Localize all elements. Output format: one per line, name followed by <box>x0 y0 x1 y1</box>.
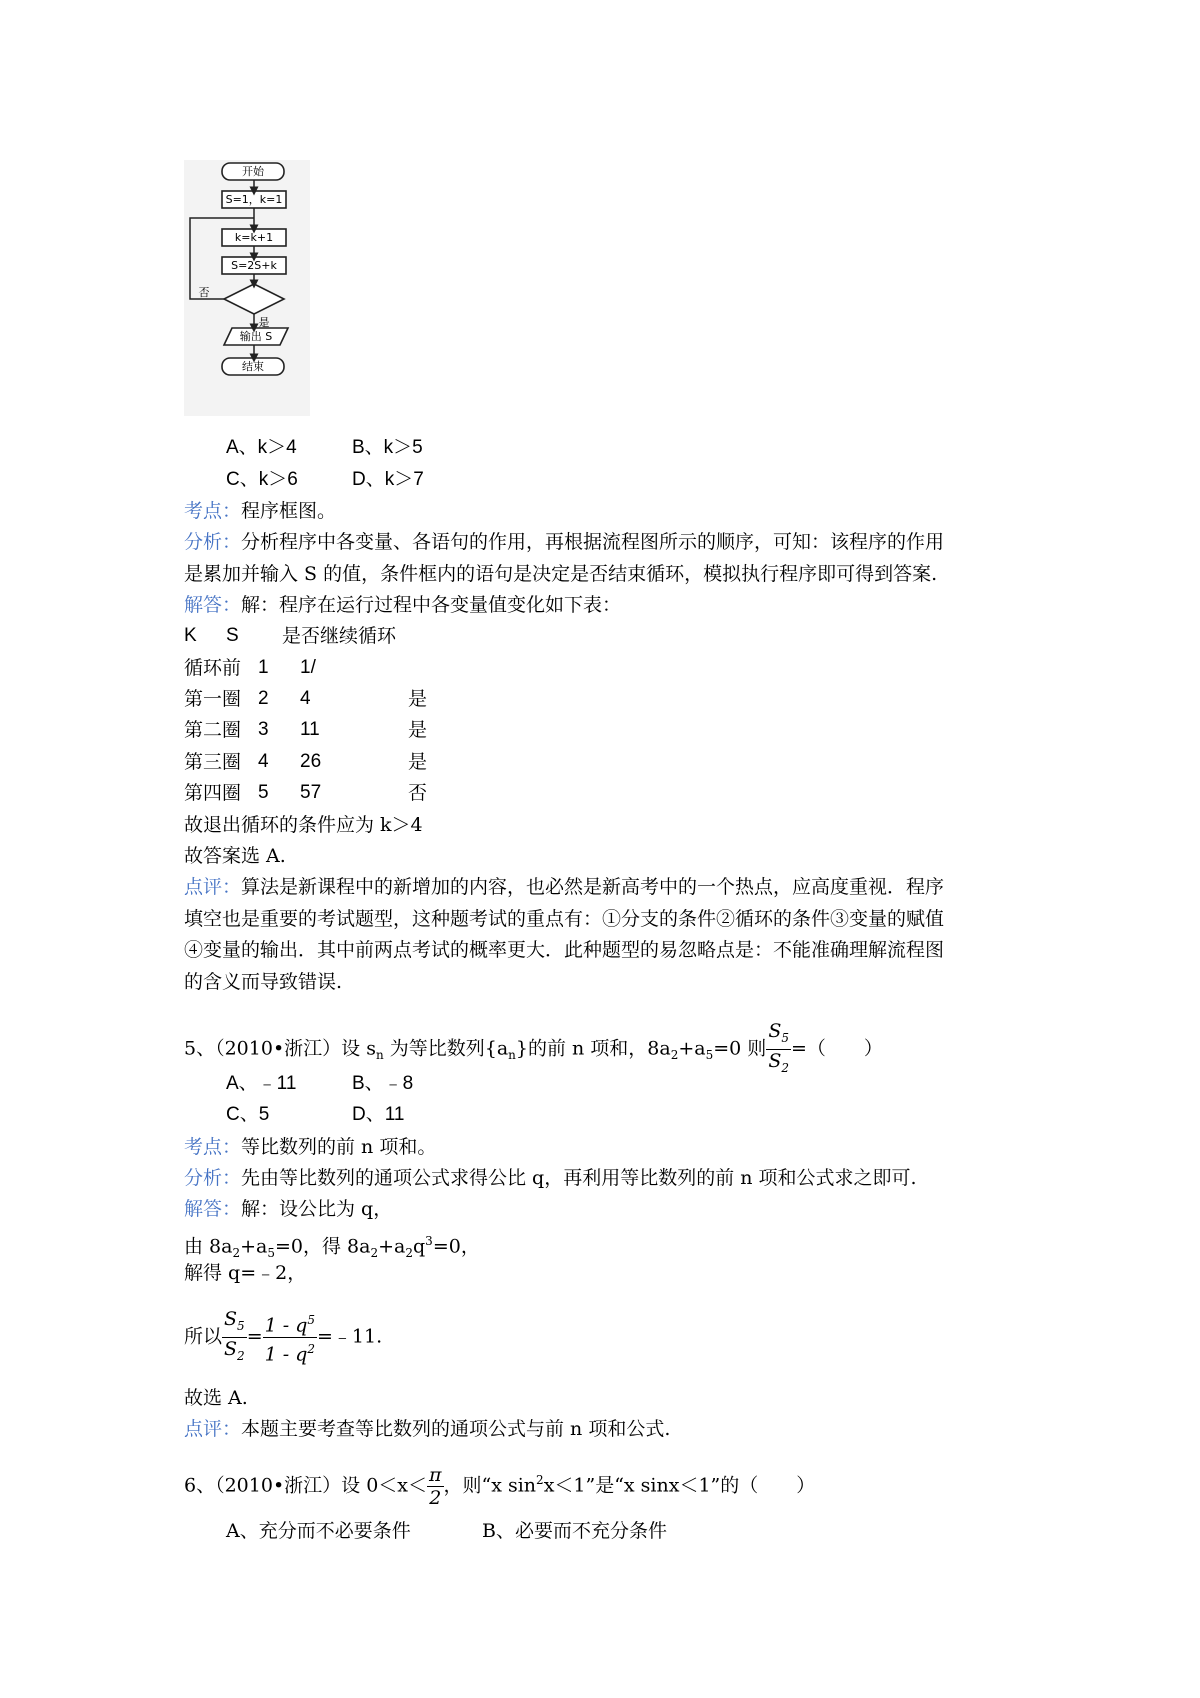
table-row-k: 4 <box>258 751 269 772</box>
q5-result-frac-2 <box>263 1309 317 1365</box>
flow-yes-text: 是 <box>258 316 270 329</box>
q6-option-a: A、充分而不必要条件 <box>226 1520 411 1542</box>
q5-result-frac-1 <box>222 1308 247 1367</box>
q6-prefix: 6、（2010•浙江）设 0＜x＜ <box>184 1474 427 1497</box>
q5-option-a: A、﹣11 <box>226 1073 297 1094</box>
q4-option-c: C、k＞6 <box>226 469 298 490</box>
q5-fenxi <box>184 1165 917 1191</box>
table-row-k: 3 <box>258 719 269 740</box>
q6-option-b: B、必要而不充分条件 <box>482 1520 667 1542</box>
q5-jieda-label: 解答： <box>184 1198 242 1220</box>
q5-kaodian <box>184 1134 436 1160</box>
q5-jieda <box>184 1196 392 1222</box>
flow-start-text: 开始 <box>242 165 264 178</box>
q5-question <box>184 1020 883 1079</box>
flow-init-text: S=1，k=1 <box>225 193 283 206</box>
table-header-s: S <box>226 625 239 646</box>
q4-jieda-text: 解：程序在运行过程中各变量值变化如下表： <box>241 594 622 616</box>
table-header-continue: 是否继续循环 <box>282 625 397 647</box>
q6-tail: x＜1”是“x sinx＜1”的（ ） <box>543 1474 816 1497</box>
q5-frac-den: S <box>768 1049 782 1072</box>
q5-step1-sub2: 2 <box>232 1246 241 1261</box>
q4-conclusion-1: 故退出循环的条件应为 k＞4 <box>184 814 423 836</box>
q4-option-b: B、k＞5 <box>352 437 423 458</box>
q5-step1-sup: 3 <box>425 1234 433 1248</box>
q6-frac-num: π <box>429 1464 442 1486</box>
q5-sub-n-2: n <box>508 1048 516 1063</box>
q5-f1-den-sub: 2 <box>237 1348 245 1363</box>
q5-frac-num-sub: 5 <box>781 1030 789 1045</box>
q5-so: 所以 <box>184 1325 223 1348</box>
q5-sub-n: n <box>375 1048 384 1063</box>
flow-step1-text: k=k+1 <box>234 231 274 244</box>
q6-fraction <box>427 1464 444 1509</box>
q4-fenxi <box>184 529 944 555</box>
q5-prefix: 5、（2010•浙江）设 s <box>184 1037 376 1060</box>
flow-output-text: 输出 S <box>239 330 273 343</box>
table-row-k: 5 <box>258 782 269 803</box>
q5-step1-sub2b: 2 <box>370 1246 379 1261</box>
q5-tail: =（ ） <box>790 1037 883 1060</box>
q5-fraction <box>766 1020 791 1079</box>
q6-mid: ，则“x sin <box>443 1474 537 1497</box>
q5-plus: +a <box>678 1037 706 1060</box>
q4-jieda-label: 解答： <box>184 594 242 616</box>
q5-f1-num: S <box>224 1308 238 1330</box>
q5-result-line <box>184 1308 382 1367</box>
table-row-continue: 否 <box>408 782 428 804</box>
q4-dianping-text-1: 算法是新课程中的新增加的内容，也必然是新高考中的一个热点，应高度重视．程序 <box>241 876 945 898</box>
q5-step1-e: q <box>413 1235 426 1258</box>
table-row-s: 57 <box>300 782 322 803</box>
q5-f2-den: 1 - q <box>264 1343 308 1366</box>
q4-option-d: D、k＞7 <box>352 469 424 490</box>
q5-fenxi-label: 分析： <box>184 1167 242 1189</box>
q4-dianping-text-3: ④变量的输出．其中前两点考试的概率更大．此种题型的易忽略点是：不能准确理解流程图 <box>184 939 945 961</box>
q4-dianping-text-4: 的含义而导致错误. <box>184 971 343 993</box>
q6-question <box>184 1464 815 1509</box>
decision-node <box>224 284 284 314</box>
flow-step2-text: S=2S+k <box>231 259 277 272</box>
q4-jieda <box>184 592 621 618</box>
table-row-label: 第一圈 <box>184 688 242 710</box>
table-row-s: 1/ <box>300 657 316 678</box>
q5-step1-b: +a <box>240 1235 268 1258</box>
q5-f2-num-sup: 5 <box>307 1313 315 1328</box>
q5-result: =﹣11. <box>317 1325 383 1348</box>
table-row-k: 1 <box>258 657 269 678</box>
q5-step1-d: +a <box>378 1235 406 1258</box>
q5-kaodian-text: 等比数列的前 n 项和。 <box>241 1136 437 1158</box>
q5-step1-a: 由 8a <box>184 1235 233 1258</box>
q5-mid2: }的前 n 项和，8a <box>515 1037 671 1060</box>
q5-fenxi-text: 先由等比数列的通项公式求得公比 q，再利用等比数列的前 n 项和公式求之即可. <box>241 1167 917 1189</box>
q5-kaodian-label: 考点： <box>184 1136 242 1158</box>
q4-dianping-label: 点评： <box>184 876 242 898</box>
q4-dianping <box>184 874 944 900</box>
q6-frac-den: 2 <box>429 1487 442 1509</box>
q6-sup: 2 <box>536 1473 544 1488</box>
q5-frac-num: S <box>768 1020 782 1042</box>
q4-option-a: A、k＞4 <box>226 437 297 458</box>
q5-f2-num: 1 - q <box>264 1314 308 1337</box>
table-row-k: 2 <box>258 688 269 709</box>
q5-eq: = <box>246 1325 263 1348</box>
table-row-continue: 是 <box>408 688 428 710</box>
q5-conclusion: 故选 A. <box>184 1387 248 1409</box>
table-row-label: 第二圈 <box>184 719 242 741</box>
table-row-s: 11 <box>300 719 320 740</box>
q4-kaodian-text: 程序框图。 <box>241 500 337 522</box>
q5-mid3: =0 则 <box>713 1037 767 1060</box>
q4-conclusion-2: 故答案选 A. <box>184 845 286 867</box>
table-row-label: 第四圈 <box>184 782 242 804</box>
q5-sub-2: 2 <box>670 1048 679 1063</box>
q5-step1-f: =0， <box>432 1235 480 1258</box>
q5-dianping-label: 点评： <box>184 1418 242 1440</box>
table-row-s: 4 <box>300 688 311 709</box>
flow-end-text: 结束 <box>242 360 264 373</box>
q5-sub-5: 5 <box>705 1048 714 1063</box>
q5-step1-sub5: 5 <box>267 1246 275 1261</box>
table-header-k: K <box>184 625 197 646</box>
q5-jieda-text: 解：设公比为 q， <box>241 1198 393 1220</box>
q4-fenxi-text-1: 分析程序中各变量、各语句的作用，再根据流程图所示的顺序，可知：该程序的作用 <box>241 531 945 553</box>
q5-frac-den-sub: 2 <box>781 1060 789 1075</box>
q5-f1-num-sub: 5 <box>237 1318 245 1333</box>
table-row-label: 循环前 <box>184 657 242 679</box>
q5-mid1: 为等比数列{a <box>383 1037 509 1060</box>
q5-f1-den: S <box>224 1337 238 1360</box>
table-row-label: 第三圈 <box>184 751 242 773</box>
q5-dianping <box>184 1416 670 1442</box>
q4-dianping-text-2: 填空也是重要的考试题型，这种题考试的重点有：①分支的条件②循环的条件③变量的赋值 <box>184 908 945 930</box>
q5-option-b: B、﹣8 <box>352 1073 414 1094</box>
q4-kaodian <box>184 498 336 524</box>
q4-fenxi-label: 分析： <box>184 531 242 553</box>
q5-step-2: 解得 q=﹣2， <box>184 1262 307 1284</box>
q5-option-c: C、5 <box>226 1104 270 1125</box>
q5-dianping-text: 本题主要考查等比数列的通项公式与前 n 项和公式. <box>241 1418 671 1440</box>
q5-option-d: D、11 <box>352 1104 405 1125</box>
table-row-continue: 是 <box>408 719 428 741</box>
q5-step1-sub2c: 2 <box>405 1246 413 1261</box>
q5-f2-den-sup: 2 <box>307 1341 315 1356</box>
q5-step1-c: =0，得 8a <box>275 1235 371 1258</box>
flow-no-text: 否 <box>198 286 210 299</box>
q4-kaodian-label: 考点： <box>184 500 242 522</box>
q4-fenxi-text-2: 是累加并输入 S 的值，条件框内的语句是决定是否结束循环，模拟执行程序即可得到答案. <box>184 563 938 585</box>
flowchart <box>184 160 310 416</box>
table-row-continue: 是 <box>408 751 428 773</box>
table-row-s: 26 <box>300 751 322 772</box>
